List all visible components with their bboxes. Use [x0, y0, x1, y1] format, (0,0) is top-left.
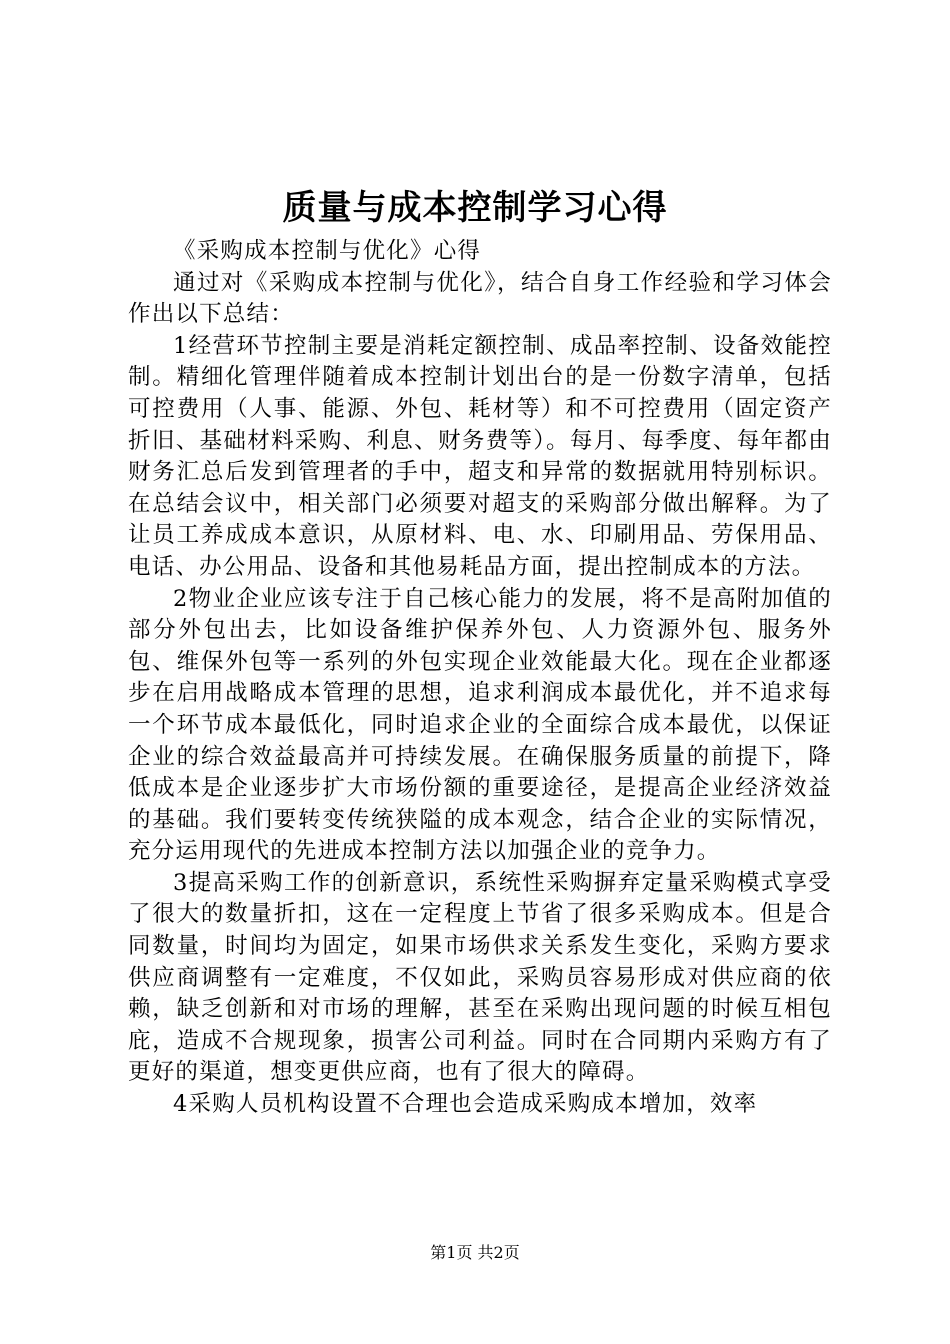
document-body [128, 236, 832, 1121]
paragraph-intro: 通过对《采购成本控制与优化》，结合自身工作经验和学习体会作出以下总结： [128, 269, 832, 328]
paragraph-point-4: 4采购人员机构设置不合理也会造成采购成本增加，效率 [173, 1091, 758, 1118]
page-footer: 第1页 共2页 [430, 1243, 520, 1262]
paragraph-subtitle: 《采购成本控制与优化》心得 [173, 238, 482, 264]
paragraph-point-1: 1经营环节控制主要是消耗定额控制、成品率控制、设备效能控制。精细化管理伴随着成本控制计划出台的是一份数字清单，包括可控费用（人事、能源、外包、耗材等）和不可控费用（固定资产折旧、基础材料采购、利息、财务费等）。每月、每季度、每年都由财务汇总后发到管理者的手中，超支和异常的数据就用特别标识。在总结会议中，相关部门必须要对超支的采购部分做出解释。为了让员工养成成本意识，从原材料、电、水、印刷用品、劳保用品、电话、办公用品、设备和其他易耗品方面，提出控制成本的方法。 [128, 332, 832, 580]
page-title: 质量与成本控制学习心得 [282, 188, 668, 228]
paragraph-point-3: 3提高采购工作的创新意识，系统性采购摒弃定量采购模式享受了很大的数量折扣，这在一定程度上节省了很多采购成本。但是合同数量，时间均为固定，如果市场供求关系发生变化，采购方要求供应商调整有一定难度，不仅如此，采购员容易形成对供应商的依赖，缺乏创新和对市场的理解，甚至在采购出现问题的时候互相包庇，造成不合规现象，损害公司利益。同时在合同期内采购方有了更好的渠道，想变更供应商，也有了很大的障碍。 [128, 869, 832, 1086]
paragraph-point-2: 2物业企业应该专注于自己核心能力的发展，将不是高附加值的部分外包出去，比如设备维护保养外包、人力资源外包、服务外包、维保外包等一系列的外包实现企业效能最大化。现在企业都逐步在启用战略成本管理的思想，追求利润成本最优化，并不追求每一个环节成本最低化，同时追求企业的全面综合成本最优，以保证企业的综合效益最高并可持续发展。在确保服务质量的前提下，降低成本是企业逐步扩大市场份额的重要途径，是提高企业经济效益的基础。我们要转变传统狭隘的成本观念，结合企业的实际情况，充分运用现代的先进成本控制方法以加强企业的竞争力。 [128, 585, 832, 865]
